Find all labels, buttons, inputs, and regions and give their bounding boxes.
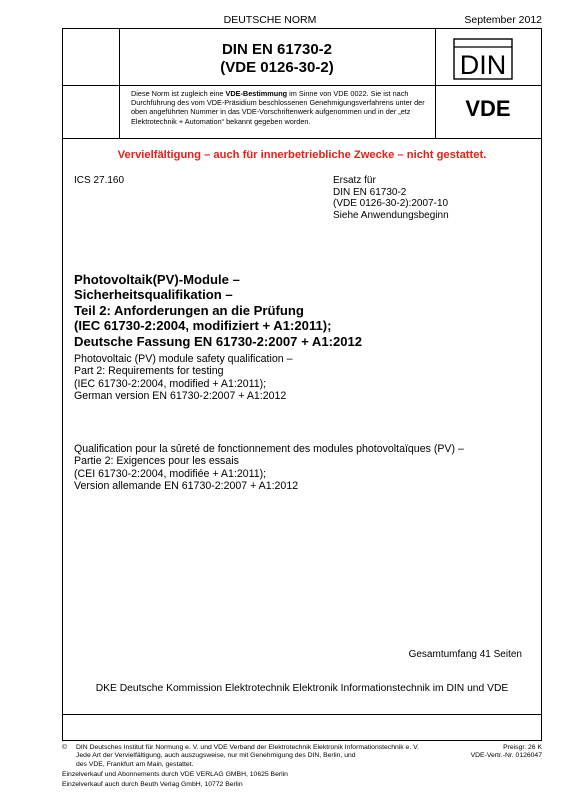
page-header (62, 12, 542, 29)
sales-line: Einzelverkauf und Abonnements durch VDE VERLAG GMBH, 10625 Berlin (62, 771, 288, 778)
title-line: (IEC 61730-2:2004, modified + A1:2011); (74, 377, 267, 390)
copyright-line: Jede Art der Vervielfältigung, auch auszugsweise, nur mit Genehmigung des DIN, Berlin, und (76, 752, 356, 760)
total-pages: Gesamtumfang 41 Seiten (408, 649, 522, 660)
title-line: Qualification pour la sûreté de fonctionnement des modules photovoltaïques (PV) – (74, 443, 464, 455)
sales-info (62, 770, 288, 789)
ics-code: ICS 27.160 (74, 175, 125, 186)
vde-notice-text: im Sinne von VDE 0022. Sie ist nach Durchführung des vom VDE-Präsidium beschlossenen Genehmigungsverfahrens unter der oben angeführten Nummer in das VDE-Vorschriftenwerk aufgenommen und in der „etz Elektrotechnik + Automation“ bekannt gegeben worden. (131, 89, 425, 126)
replacement-line: Ersatz für (333, 175, 376, 186)
vde-number: (VDE 0126-30-2) (220, 59, 334, 76)
price-info (471, 744, 542, 761)
title-line: (IEC 61730-2:2004, modifiziert + A1:2011); (74, 318, 332, 334)
divider (63, 138, 541, 139)
standard-number-block (119, 41, 435, 77)
issue-date: September 2012 (464, 14, 542, 26)
title-line: Deutsche Fassung EN 61730-2:2007 + A1:2012 (74, 333, 363, 349)
title-line: (CEI 61730-2:2004, modifiée + A1:2011); (74, 467, 267, 480)
title-line: Version allemande EN 61730-2:2007 + A1:2012 (74, 479, 299, 492)
title-line: Part 2: Requirements for testing (74, 365, 224, 378)
title-line: Partie 2: Exigences pour les essais (74, 455, 239, 468)
vde-logo (447, 96, 529, 120)
din-logo (453, 38, 513, 80)
title-line: Photovoltaic (PV) module safety qualification – (74, 353, 293, 365)
copyright-line: des VDE, Frankfurt am Main, gestattet. (76, 760, 194, 768)
title-line: Sicherheitsqualifikation – (74, 287, 233, 303)
cover-frame (62, 28, 542, 741)
title-english (74, 353, 292, 402)
vde-notice (131, 89, 431, 126)
title-line: Teil 2: Anforderungen an die Prüfung (74, 302, 304, 318)
replacement-line: DIN EN 61730-2 (333, 186, 407, 198)
divider (63, 714, 541, 715)
replacement-line: Siehe Anwendungsbeginn (333, 209, 449, 221)
title-french (74, 443, 464, 492)
divider (435, 29, 436, 138)
copyright-line: DIN Deutsches Institut für Normung e. V. und VDE Verband der Elektrotechnik Elektronik Informationstechnik e. V. (76, 744, 419, 751)
title-line: Photovoltaik(PV)-Module – (74, 272, 240, 287)
reproduction-notice: Vervielfältigung – auch für innerbetriebliche Zwecke – nicht gestattet. (117, 149, 487, 161)
price-group: Preisgr. 26 K (503, 744, 542, 751)
dke-line: DKE Deutsche Kommission Elektrotechnik Elektronik Informationstechnik im DIN und VDE (95, 683, 509, 694)
copyright-symbol: © (62, 744, 68, 751)
norm-label: DEUTSCHE NORM (223, 14, 317, 26)
order-number: VDE-Vertr.-Nr. 0126047 (470, 752, 542, 760)
din-logo-text: DIN (459, 50, 507, 80)
title-german (74, 272, 362, 349)
vde-notice-text: Diese Norm ist zugleich eine (131, 89, 226, 98)
replacement-info (333, 175, 449, 221)
standard-number: DIN EN 61730-2 (221, 41, 333, 58)
divider (63, 85, 541, 86)
sales-line: Einzelverkauf auch durch Beuth Verlag GmbH, 10772 Berlin (62, 780, 243, 788)
vde-logo-text: VDE (465, 96, 511, 120)
title-line: German version EN 61730-2:2007 + A1:2012 (74, 389, 287, 402)
vde-notice-bold: VDE-Bestimmung (225, 89, 288, 98)
replacement-line: (VDE 0126-30-2):2007-10 (333, 198, 449, 209)
copyright-notice (62, 744, 419, 769)
